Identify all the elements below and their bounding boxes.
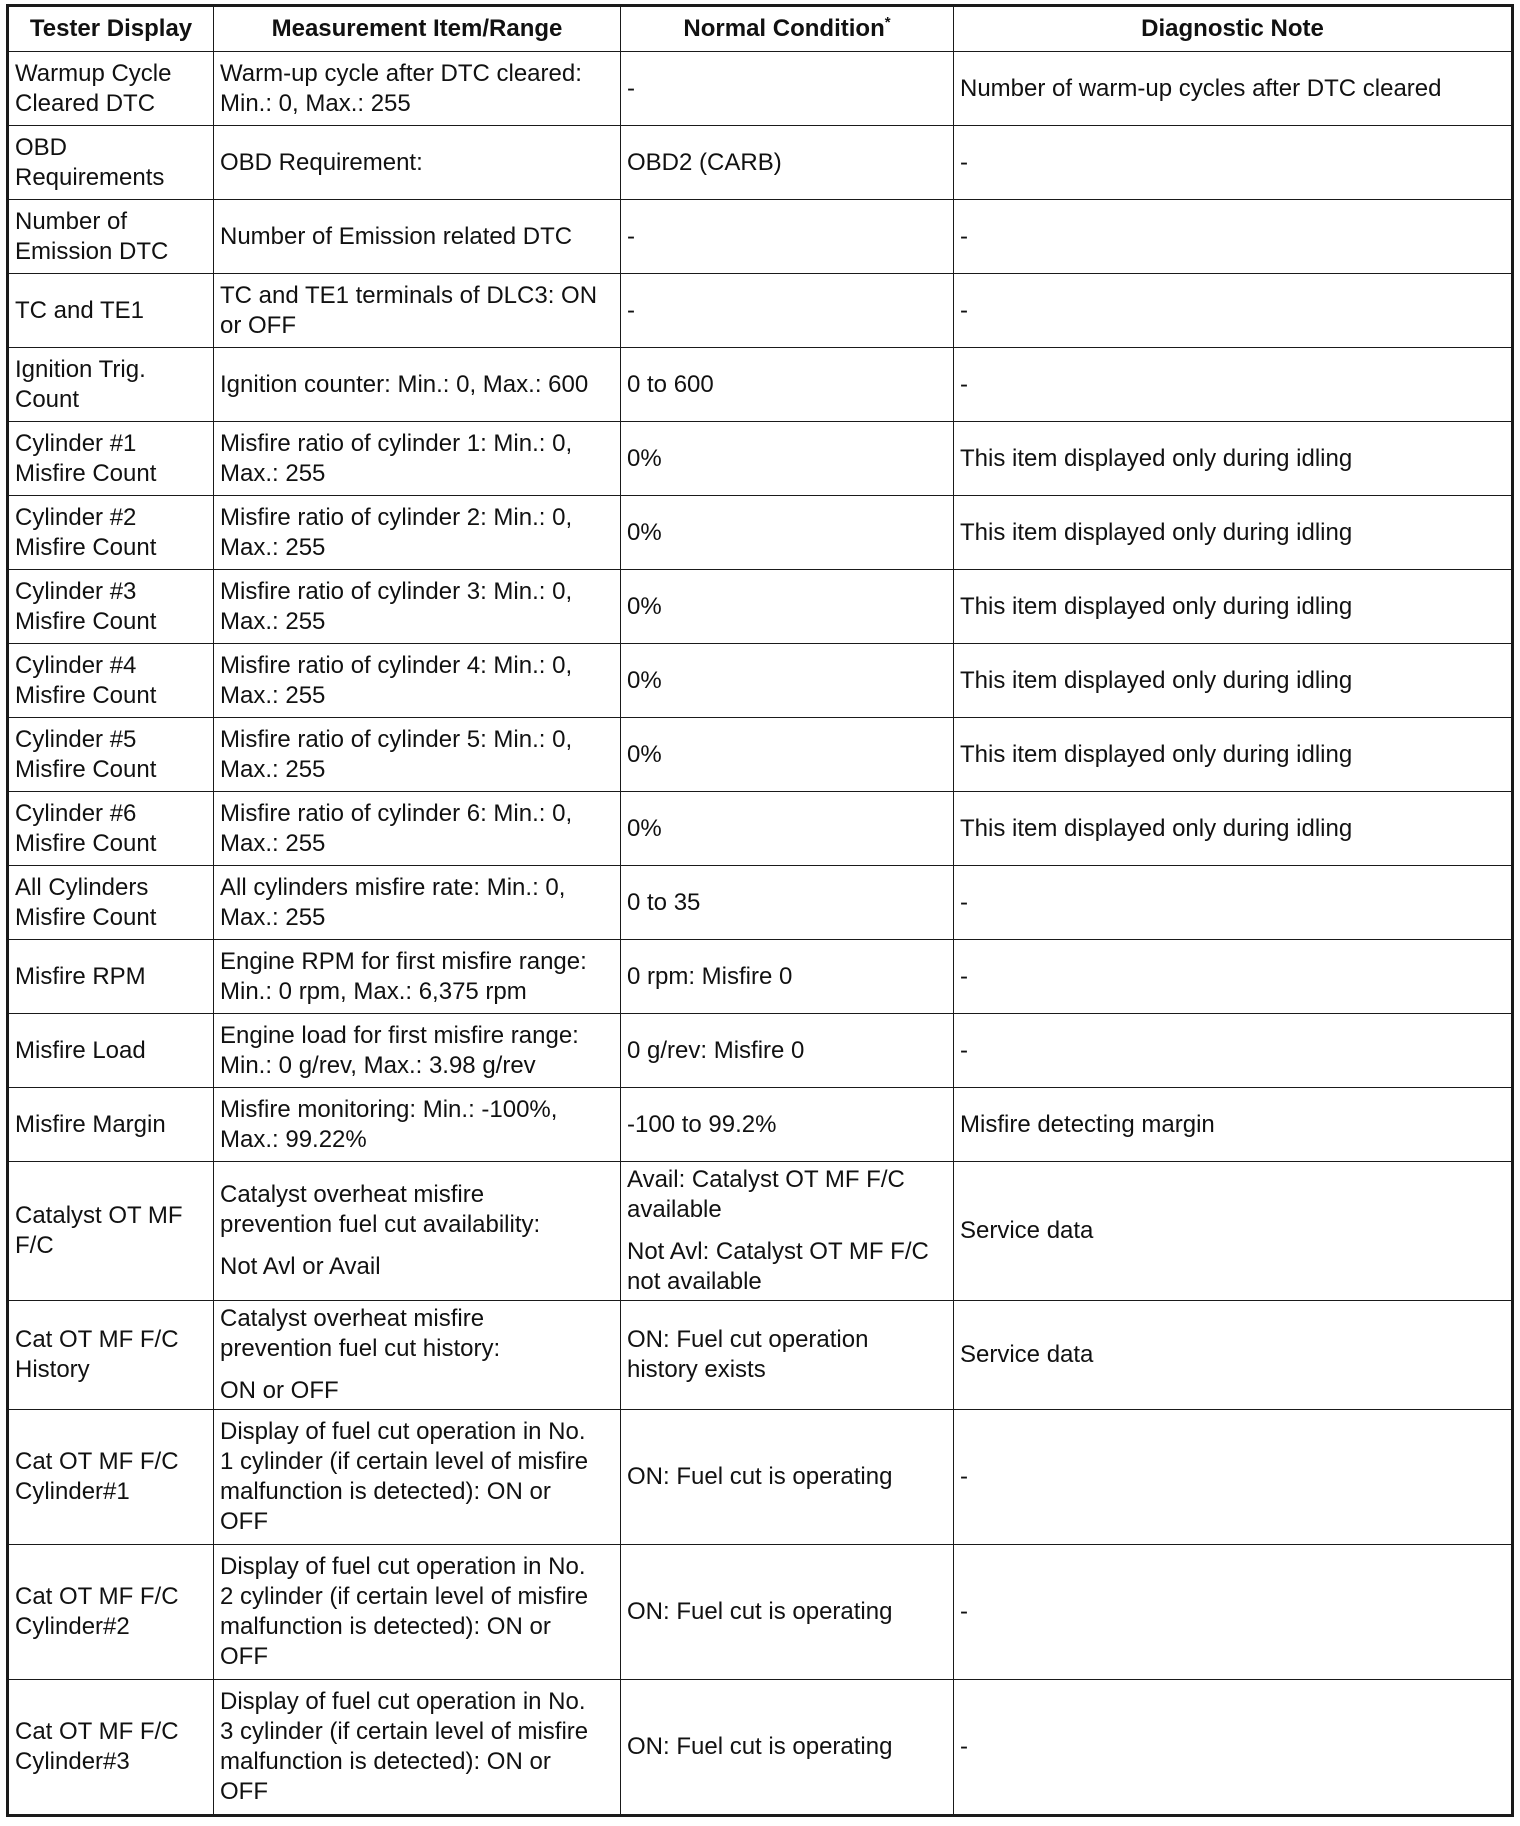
- cell-text-line: Cylinder #3: [15, 577, 137, 605]
- table-row: [8, 1410, 1513, 1545]
- cell-tester-display: [8, 422, 214, 496]
- cell-normal-condition: [621, 1545, 954, 1680]
- cell-normal-condition: [621, 792, 954, 866]
- cell-text-line: OBD Requirement:: [220, 148, 423, 176]
- cell-measurement-item: [214, 940, 621, 1014]
- cell-normal-condition: [621, 1088, 954, 1162]
- cell-text-line: Emission DTC: [15, 237, 169, 265]
- table-row: [8, 52, 1513, 126]
- cell-text-line: Count: [15, 385, 80, 413]
- cell-tester-display: [8, 1301, 214, 1410]
- cell-text-line: Display of fuel cut operation in No.: [220, 1553, 586, 1580]
- cell-text-line: Misfire monitoring: Min.: -100%,: [220, 1095, 558, 1123]
- cell-text-line: Number of warm-up cycles after DTC cleared: [960, 74, 1442, 102]
- cell-text-line: Not Avl: Catalyst OT MF F/C: [627, 1238, 929, 1265]
- cell-diagnostic-note: [954, 52, 1513, 126]
- cell-text-line: Misfire Count: [15, 459, 157, 487]
- cell-text-line: OFF: [220, 1508, 268, 1535]
- cell-normal-condition: [621, 200, 954, 274]
- cell-tester-display: [8, 496, 214, 570]
- cell-measurement-item: [214, 570, 621, 644]
- cell-normal-condition: [621, 1410, 954, 1545]
- cell-text-line: OBD2 (CARB): [627, 148, 782, 176]
- cell-text-line: Misfire Margin: [15, 1110, 166, 1138]
- table-row: [8, 496, 1513, 570]
- cell-measurement-item: [214, 1410, 621, 1545]
- cell-tester-display: [8, 866, 214, 940]
- cell-text-line: Number of: [15, 207, 128, 235]
- cell-text-line: Cat OT MF F/C: [15, 1718, 179, 1745]
- cell-text-line: Cat OT MF F/C: [15, 1448, 179, 1475]
- cell-normal-condition: [621, 496, 954, 570]
- cell-diagnostic-note: [954, 1301, 1513, 1410]
- cell-diagnostic-note: [954, 348, 1513, 422]
- cell-text-line: 2 cylinder (if certain level of misfire: [220, 1583, 589, 1610]
- cell-diagnostic-note: [954, 1545, 1513, 1680]
- cell-text-line: TC and TE1: [15, 296, 144, 324]
- cell-text-line: malfunction is detected): ON or: [220, 1478, 551, 1505]
- cell-normal-condition: [621, 1162, 954, 1301]
- cell-tester-display: [8, 1014, 214, 1088]
- cell-text-line: Warm-up cycle after DTC cleared:: [220, 59, 582, 87]
- table-header-row: [8, 6, 1513, 52]
- cell-normal-condition: [621, 422, 954, 496]
- header-tester-display: Tester Display: [8, 6, 214, 52]
- cell-measurement-item: [214, 866, 621, 940]
- cell-text-line: Catalyst overheat misfire: [220, 1181, 485, 1208]
- cell-text-line: OFF: [220, 1643, 268, 1670]
- cell-text-line: Cylinder #5: [15, 725, 137, 753]
- cell-text-line: Misfire ratio of cylinder 2: Min.: 0,: [220, 503, 573, 531]
- cell-tester-display: [8, 348, 214, 422]
- cell-text-line: -: [960, 1463, 968, 1490]
- cell-text-line: 0%: [627, 666, 662, 694]
- cell-diagnostic-note: [954, 1088, 1513, 1162]
- cell-measurement-item: [214, 496, 621, 570]
- table-row: [8, 644, 1513, 718]
- table-row: [8, 200, 1513, 274]
- table-row: [8, 866, 1513, 940]
- table-row: [8, 1545, 1513, 1680]
- cell-text-line: Max.: 255: [220, 681, 326, 709]
- cell-text-line: ON: Fuel cut is operating: [627, 1463, 893, 1490]
- cell-text-line: Misfire detecting margin: [960, 1110, 1215, 1138]
- cell-diagnostic-note: [954, 940, 1513, 1014]
- table-row: [8, 274, 1513, 348]
- cell-measurement-item: [214, 718, 621, 792]
- line-gap: [220, 1240, 614, 1252]
- cell-text-line: -: [627, 296, 635, 324]
- cell-text-line: -: [960, 1733, 968, 1760]
- cell-text-line: -: [960, 888, 968, 916]
- cell-diagnostic-note: [954, 1014, 1513, 1088]
- header-diagnostic-note: Diagnostic Note: [954, 6, 1513, 52]
- cell-text-line: Misfire Count: [15, 607, 157, 635]
- cell-text-line: malfunction is detected): ON or: [220, 1748, 551, 1775]
- cell-text-line: Engine RPM for first misfire range:: [220, 947, 587, 975]
- header-normal-condition: [621, 6, 954, 52]
- cell-text-line: 0%: [627, 518, 662, 546]
- cell-diagnostic-note: [954, 570, 1513, 644]
- cell-text-line: -: [960, 222, 968, 250]
- cell-text-line: Misfire ratio of cylinder 3: Min.: 0,: [220, 577, 573, 605]
- cell-diagnostic-note: [954, 1162, 1513, 1301]
- cell-text-line: F/C: [15, 1232, 54, 1259]
- cell-text-line: Cylinder #2: [15, 503, 137, 531]
- table-row: [8, 1014, 1513, 1088]
- cell-text-line: -: [960, 962, 968, 990]
- cell-diagnostic-note: [954, 718, 1513, 792]
- cell-text-line: Catalyst OT MF: [15, 1202, 183, 1229]
- cell-diagnostic-note: [954, 496, 1513, 570]
- cell-normal-condition: [621, 570, 954, 644]
- table-row: [8, 1162, 1513, 1301]
- cell-normal-condition: [621, 52, 954, 126]
- cell-text-line: prevention fuel cut history:: [220, 1335, 501, 1362]
- cell-measurement-item: [214, 1162, 621, 1301]
- cell-text-line: -: [960, 1598, 968, 1625]
- cell-diagnostic-note: [954, 126, 1513, 200]
- cell-text-line: Cylinder#1: [15, 1478, 130, 1505]
- cell-diagnostic-note: [954, 644, 1513, 718]
- cell-text-line: 0 rpm: Misfire 0: [627, 962, 793, 990]
- cell-tester-display: [8, 718, 214, 792]
- cell-text-line: Misfire Count: [15, 903, 157, 931]
- cell-text-line: Cleared DTC: [15, 89, 156, 117]
- table-row: [8, 792, 1513, 866]
- cell-text-line: Service data: [960, 1217, 1094, 1244]
- cell-text-line: Max.: 255: [220, 533, 326, 561]
- table-row: [8, 126, 1513, 200]
- cell-measurement-item: [214, 1088, 621, 1162]
- diagnostic-data-sheet: [6, 4, 1511, 1817]
- cell-text-line: History: [15, 1356, 90, 1383]
- cell-text-line: This item displayed only during idling: [960, 518, 1353, 546]
- cell-diagnostic-note: [954, 792, 1513, 866]
- cell-measurement-item: [214, 126, 621, 200]
- cell-measurement-item: [214, 1545, 621, 1680]
- cell-text-line: Cylinder#2: [15, 1613, 130, 1640]
- cell-tester-display: [8, 644, 214, 718]
- cell-measurement-item: [214, 200, 621, 274]
- footnote-mark: *: [884, 14, 891, 31]
- cell-tester-display: [8, 792, 214, 866]
- cell-text-line: OBD: [15, 133, 68, 161]
- cell-text-line: 0%: [627, 814, 662, 842]
- cell-text-line: Cylinder #1: [15, 429, 137, 457]
- cell-text-line: 1 cylinder (if certain level of misfire: [220, 1448, 589, 1475]
- cell-measurement-item: [214, 792, 621, 866]
- cell-diagnostic-note: [954, 1680, 1513, 1816]
- cell-text-line: Cat OT MF F/C: [15, 1326, 179, 1353]
- cell-text-line: This item displayed only during idling: [960, 666, 1353, 694]
- cell-text-line: -: [960, 1036, 968, 1064]
- cell-diagnostic-note: [954, 422, 1513, 496]
- cell-normal-condition: [621, 126, 954, 200]
- cell-text-line: 3 cylinder (if certain level of misfire: [220, 1718, 589, 1745]
- cell-text-line: Number of Emission related DTC: [220, 222, 573, 250]
- cell-normal-condition: [621, 1301, 954, 1410]
- header-normal-condition-label: Normal Condition: [683, 15, 885, 42]
- cell-text-line: 0 to 600: [627, 370, 714, 398]
- cell-diagnostic-note: [954, 1410, 1513, 1545]
- cell-text-line: Engine load for first misfire range:: [220, 1021, 579, 1049]
- cell-text-line: 0%: [627, 444, 662, 472]
- cell-text-line: Misfire Count: [15, 533, 157, 561]
- cell-text-line: All Cylinders: [15, 873, 149, 901]
- cell-tester-display: [8, 1162, 214, 1301]
- cell-measurement-item: [214, 274, 621, 348]
- cell-tester-display: [8, 940, 214, 1014]
- table-row: [8, 1680, 1513, 1816]
- cell-text-line: Cat OT MF F/C: [15, 1583, 179, 1610]
- cell-text-line: not available: [627, 1268, 762, 1295]
- cell-text-line: Avail: Catalyst OT MF F/C: [627, 1166, 905, 1193]
- cell-text-line: ON or OFF: [220, 1377, 339, 1404]
- cell-text-line: This item displayed only during idling: [960, 814, 1353, 842]
- cell-tester-display: [8, 570, 214, 644]
- cell-text-line: All cylinders misfire rate: Min.: 0,: [220, 873, 566, 901]
- cell-measurement-item: [214, 1014, 621, 1088]
- cell-text-line: 0 to 35: [627, 888, 701, 916]
- cell-tester-display: [8, 126, 214, 200]
- cell-text-line: -: [627, 222, 635, 250]
- header-measurement-item: Measurement Item/Range: [214, 6, 621, 52]
- table-row: [8, 1301, 1513, 1410]
- cell-measurement-item: [214, 422, 621, 496]
- cell-diagnostic-note: [954, 274, 1513, 348]
- cell-text-line: ON: Fuel cut is operating: [627, 1733, 893, 1760]
- cell-text-line: Display of fuel cut operation in No.: [220, 1688, 586, 1715]
- cell-measurement-item: [214, 1301, 621, 1410]
- cell-text-line: Max.: 255: [220, 903, 326, 931]
- cell-text-line: Max.: 255: [220, 829, 326, 857]
- cell-text-line: -: [627, 74, 635, 102]
- table-row: [8, 570, 1513, 644]
- cell-text-line: Catalyst overheat misfire: [220, 1305, 485, 1332]
- cell-text-line: Min.: 0 g/rev, Max.: 3.98 g/rev: [220, 1051, 536, 1079]
- cell-text-line: Max.: 99.22%: [220, 1125, 367, 1153]
- cell-measurement-item: [214, 348, 621, 422]
- cell-normal-condition: [621, 274, 954, 348]
- cell-text-line: malfunction is detected): ON or: [220, 1613, 551, 1640]
- cell-text-line: Max.: 255: [220, 459, 326, 487]
- cell-text-line: This item displayed only during idling: [960, 740, 1353, 768]
- cell-diagnostic-note: [954, 866, 1513, 940]
- cell-text-line: Misfire ratio of cylinder 6: Min.: 0,: [220, 799, 573, 827]
- cell-text-line: 0%: [627, 740, 662, 768]
- cell-normal-condition: [621, 866, 954, 940]
- cell-text-line: Service data: [960, 1341, 1094, 1368]
- cell-text-line: Max.: 255: [220, 755, 326, 783]
- cell-text-line: Misfire ratio of cylinder 5: Min.: 0,: [220, 725, 573, 753]
- cell-text-line: Misfire ratio of cylinder 4: Min.: 0,: [220, 651, 573, 679]
- cell-text-line: Min.: 0 rpm, Max.: 6,375 rpm: [220, 977, 527, 1005]
- cell-text-line: Misfire Count: [15, 829, 157, 857]
- cell-text-line: ON: Fuel cut operation: [627, 1326, 869, 1353]
- cell-tester-display: [8, 1545, 214, 1680]
- cell-text-line: Display of fuel cut operation in No.: [220, 1418, 586, 1445]
- cell-text-line: OFF: [220, 1778, 268, 1805]
- data-list-table: [6, 4, 1514, 1817]
- cell-text-line: Misfire Count: [15, 755, 157, 783]
- cell-text-line: TC and TE1 terminals of DLC3: ON: [220, 281, 598, 309]
- cell-text-line: Max.: 255: [220, 607, 326, 635]
- table-row: [8, 718, 1513, 792]
- cell-text-line: or OFF: [220, 311, 296, 339]
- cell-text-line: 0%: [627, 592, 662, 620]
- cell-text-line: available: [627, 1196, 722, 1223]
- cell-normal-condition: [621, 348, 954, 422]
- cell-text-line: prevention fuel cut availability:: [220, 1211, 541, 1238]
- cell-text-line: -100 to 99.2%: [627, 1110, 777, 1138]
- cell-text-line: This item displayed only during idling: [960, 444, 1353, 472]
- cell-text-line: Warmup Cycle: [15, 59, 172, 87]
- cell-text-line: -: [960, 370, 968, 398]
- cell-text-line: -: [960, 148, 968, 176]
- table-row: [8, 422, 1513, 496]
- cell-tester-display: [8, 1088, 214, 1162]
- cell-normal-condition: [621, 644, 954, 718]
- cell-text-line: Misfire Load: [15, 1036, 146, 1064]
- cell-text-line: ON: Fuel cut is operating: [627, 1598, 893, 1625]
- cell-measurement-item: [214, 1680, 621, 1816]
- cell-normal-condition: [621, 718, 954, 792]
- cell-text-line: Misfire RPM: [15, 962, 146, 990]
- cell-text-line: Not Avl or Avail: [220, 1253, 381, 1280]
- cell-diagnostic-note: [954, 200, 1513, 274]
- line-gap: [627, 1225, 947, 1237]
- line-gap: [220, 1364, 614, 1376]
- table-row: [8, 940, 1513, 1014]
- cell-tester-display: [8, 52, 214, 126]
- cell-text-line: Cylinder #6: [15, 799, 137, 827]
- cell-text-line: Cylinder#3: [15, 1748, 130, 1775]
- cell-text-line: Ignition counter: Min.: 0, Max.: 600: [220, 370, 589, 398]
- cell-text-line: 0 g/rev: Misfire 0: [627, 1036, 805, 1064]
- cell-tester-display: [8, 274, 214, 348]
- cell-text-line: history exists: [627, 1356, 766, 1383]
- table-row: [8, 348, 1513, 422]
- table-body: [8, 52, 1513, 1816]
- cell-normal-condition: [621, 1014, 954, 1088]
- cell-normal-condition: [621, 940, 954, 1014]
- cell-tester-display: [8, 1680, 214, 1816]
- cell-text-line: Misfire ratio of cylinder 1: Min.: 0,: [220, 429, 573, 457]
- table-row: [8, 1088, 1513, 1162]
- cell-text-line: Requirements: [15, 163, 165, 191]
- cell-text-line: Cylinder #4: [15, 651, 137, 679]
- cell-text-line: Min.: 0, Max.: 255: [220, 89, 411, 117]
- cell-tester-display: [8, 200, 214, 274]
- cell-text-line: This item displayed only during idling: [960, 592, 1353, 620]
- cell-text-line: -: [960, 296, 968, 324]
- cell-text-line: Misfire Count: [15, 681, 157, 709]
- cell-measurement-item: [214, 644, 621, 718]
- cell-text-line: Ignition Trig.: [15, 355, 146, 383]
- cell-tester-display: [8, 1410, 214, 1545]
- cell-normal-condition: [621, 1680, 954, 1816]
- cell-measurement-item: [214, 52, 621, 126]
